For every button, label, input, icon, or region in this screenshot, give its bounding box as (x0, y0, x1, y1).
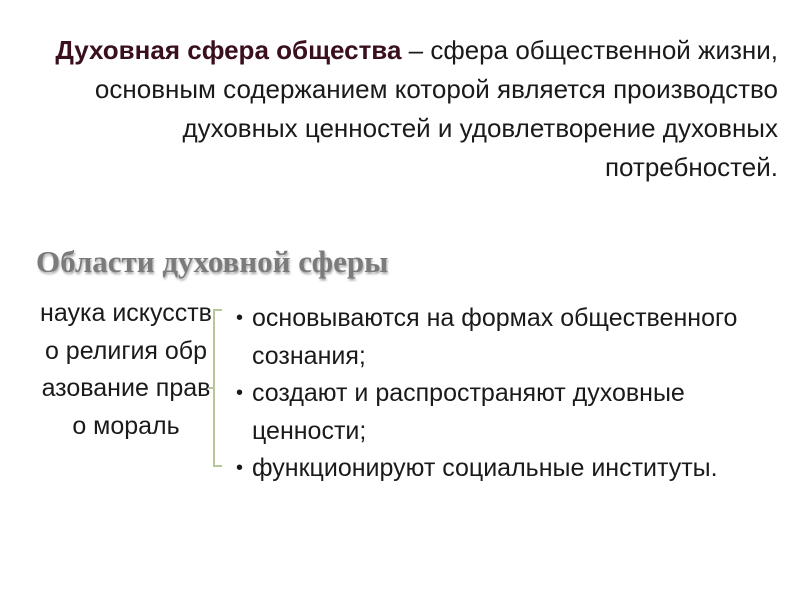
bullet-icon: • (236, 457, 244, 479)
definition-text: – сфера общественной жизни, основным содержанием которой является производство духовных ценностей и удовлетворение духовных потребностей. (94, 35, 778, 182)
feature-text: функционируют социальные институты. (252, 454, 718, 482)
feature-item (236, 375, 776, 450)
bullet-icon: • (236, 307, 244, 329)
bracket-icon (208, 308, 224, 468)
definition-paragraph (18, 31, 778, 187)
feature-item (236, 300, 776, 375)
areas-list: наука искусство религия образование право мораль (40, 299, 212, 440)
features-list (236, 300, 776, 488)
feature-item (236, 450, 776, 488)
bullet-icon: • (236, 382, 244, 404)
feature-text: создают и распространяют духовные ценности; (252, 379, 685, 445)
definition-term: Духовная сфера общества (55, 35, 402, 65)
feature-text: основываются на формах общественного сознания; (252, 304, 738, 370)
section-heading: Области духовной сферы (36, 244, 389, 279)
